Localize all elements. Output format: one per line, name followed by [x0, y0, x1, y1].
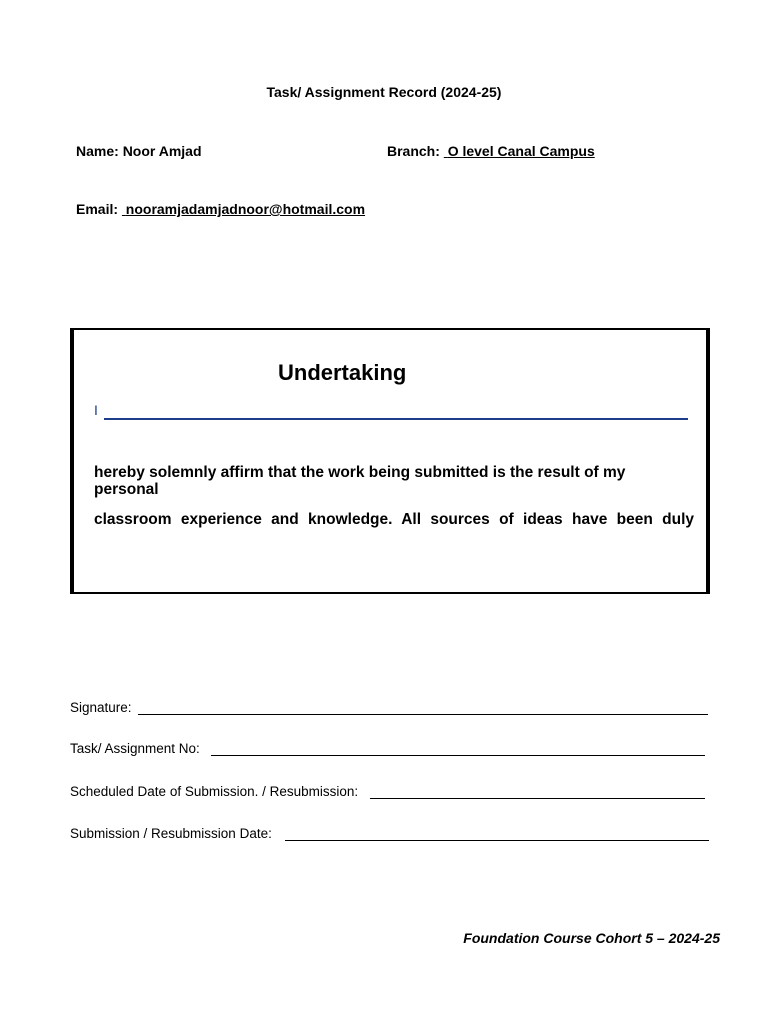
email-label: Email:	[76, 201, 119, 217]
name-value: Noor Amjad	[122, 143, 202, 159]
name-label: Name:	[76, 143, 119, 159]
signature-row	[70, 700, 710, 718]
submission-date-label: Submission / Resubmission Date:	[70, 826, 272, 841]
undertaking-name-line	[94, 402, 688, 420]
assignment-no-label: Task/ Assignment No:	[70, 741, 200, 756]
submission-date-row	[70, 826, 712, 844]
blank-name-line	[104, 418, 688, 420]
name-field	[76, 143, 202, 159]
assignment-no-row	[70, 741, 710, 759]
signature-label: Signature:	[70, 700, 132, 715]
undertaking-statement-2: classroom experience and knowledge. All sources of ideas have been duly	[94, 511, 694, 528]
scheduled-date-row	[70, 784, 710, 802]
email-value: nooramjadamjadnoor@hotmail.com	[125, 201, 366, 217]
submission-date-line	[285, 840, 709, 841]
undertaking-heading: Undertaking	[278, 360, 407, 385]
branch-label: Branch:	[387, 143, 440, 159]
scheduled-date-label: Scheduled Date of Submission. / Resubmission:	[70, 784, 359, 799]
signature-line	[138, 714, 708, 715]
undertaking-statement-1: hereby solemnly affirm that the work being submitted is the result of my personal	[94, 464, 626, 498]
document-title: Task/ Assignment Record (2024-25)	[266, 84, 502, 100]
footer-cohort: Foundation Course Cohort 5 – 2024-25	[463, 930, 720, 946]
branch-value: O level Canal Campus	[447, 143, 595, 159]
email-field	[76, 201, 365, 217]
scheduled-date-line	[370, 798, 705, 799]
assignment-no-line	[211, 755, 705, 756]
branch-field	[387, 143, 595, 159]
i-label: I	[94, 402, 98, 418]
undertaking-box	[70, 328, 710, 594]
